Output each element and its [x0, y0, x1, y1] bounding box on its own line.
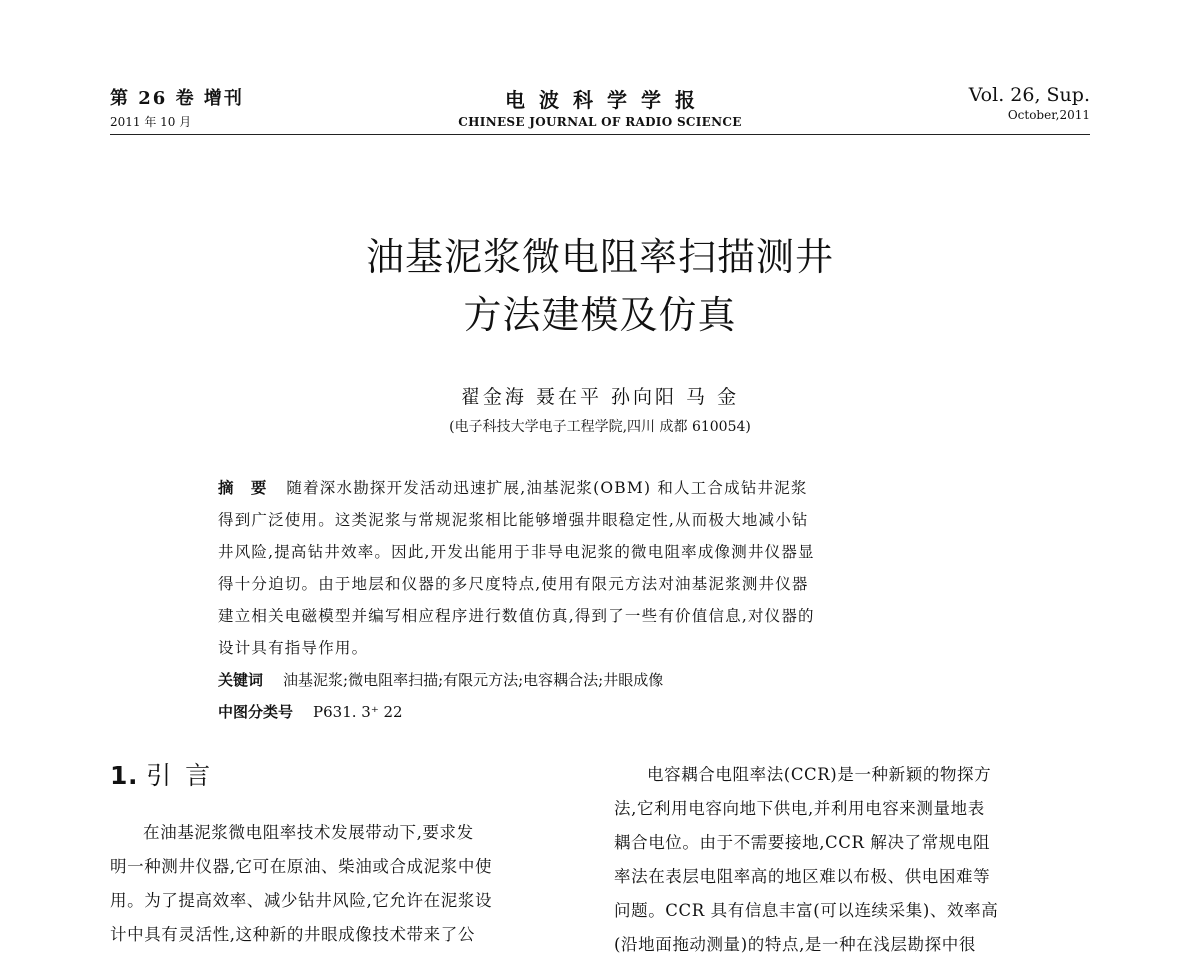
text-line: 用。为了提高效率、减少钻井风险,它允许在泥浆设 [110, 891, 493, 910]
text-line: 电容耦合电阻率法(CCR)是一种新颖的物探方 [647, 765, 992, 784]
abstract-line: 设计具有指导作用。 [218, 639, 369, 657]
header-right [969, 84, 1090, 122]
text-line: 耦合电位。由于不需要接地,CCR 解决了常规电阻 [614, 833, 991, 852]
abstract-line: 建立相关电磁模型并编写相应程序进行数值仿真,得到了一些有价值信息,对仪器的 [218, 607, 815, 625]
keywords-label: 关键词 [218, 671, 264, 689]
title-line-2: 方法建模及仿真 [463, 293, 737, 337]
abstract [218, 472, 984, 728]
classification-label: 中图分类号 [218, 703, 294, 721]
abstract-line: 井风险,提高钻井效率。因此,开发出能用于非导电泥浆的微电阻率成像测井仪器显 [218, 543, 815, 561]
keywords-row [218, 664, 984, 696]
text-line: 计中具有灵活性,这种新的井眼成像技术带来了公 [110, 925, 475, 944]
text-line: 明一种测井仪器,它可在原油、柴油或合成泥浆中使 [110, 857, 493, 876]
paragraph [110, 816, 588, 952]
journal-name-en: CHINESE JOURNAL OF RADIO SCIENCE [458, 115, 742, 129]
date-cn: 2011 年 10 月 [110, 115, 192, 129]
journal-name-cn: 电波科学学报 [505, 88, 709, 112]
text-line: 法,它利用电容向地下供电,并利用电容来测量地表 [614, 799, 985, 818]
paragraph [614, 758, 1092, 962]
abstract-line: 摘 要 随着深水勘探开发活动迅速扩展,油基泥浆(OBM) 和人工合成钻井泥浆 [218, 479, 808, 497]
section-number: 1. [110, 761, 139, 790]
body-column-left [110, 758, 588, 952]
date-en: October,2011 [1007, 108, 1090, 122]
title-line-1: 油基泥浆微电阻率扫描测井 [365, 235, 834, 279]
volume-cn: 第 26 卷 增刊 [110, 88, 244, 109]
text-line: (沿地面拖动测量)的特点,是一种在浅层勘探中很 [614, 935, 976, 954]
affiliation: (电子科技大学电子工程学院,四川 成都 610054) [449, 419, 751, 435]
text-line: 问题。CCR 具有信息丰富(可以连续采集)、效率高 [614, 901, 999, 920]
classification-row [218, 696, 984, 728]
abstract-line: 得到广泛使用。这类泥浆与常规泥浆相比能够增强井眼稳定性,从而极大地减小钻 [218, 511, 809, 529]
running-header [110, 84, 1090, 135]
volume-en: Vol. 26, Sup. [968, 84, 1090, 106]
authors: 翟金海 聂在平 孙向阳 马 金 [460, 386, 740, 408]
paper-title [0, 228, 1200, 344]
text-line: 率法在表层电阻率高的地区难以布极、供电困难等 [614, 867, 991, 886]
header-center [110, 84, 1090, 129]
section-title: 引言 [146, 761, 225, 790]
keywords-text: 油基泥浆;微电阻率扫描;有限元方法;电容耦合法;井眼成像 [283, 671, 664, 689]
body-column-right [614, 758, 1092, 962]
abstract-label: 摘 要 [218, 479, 273, 497]
abstract-line: 得十分迫切。由于地层和仪器的多尺度特点,使用有限元方法对油基泥浆测井仪器 [218, 575, 809, 593]
classification-value: P631. 3⁺ 22 [313, 703, 403, 721]
text-line: 在油基泥浆微电阻率技术发展带动下,要求发 [143, 823, 474, 842]
section-heading [110, 758, 588, 794]
